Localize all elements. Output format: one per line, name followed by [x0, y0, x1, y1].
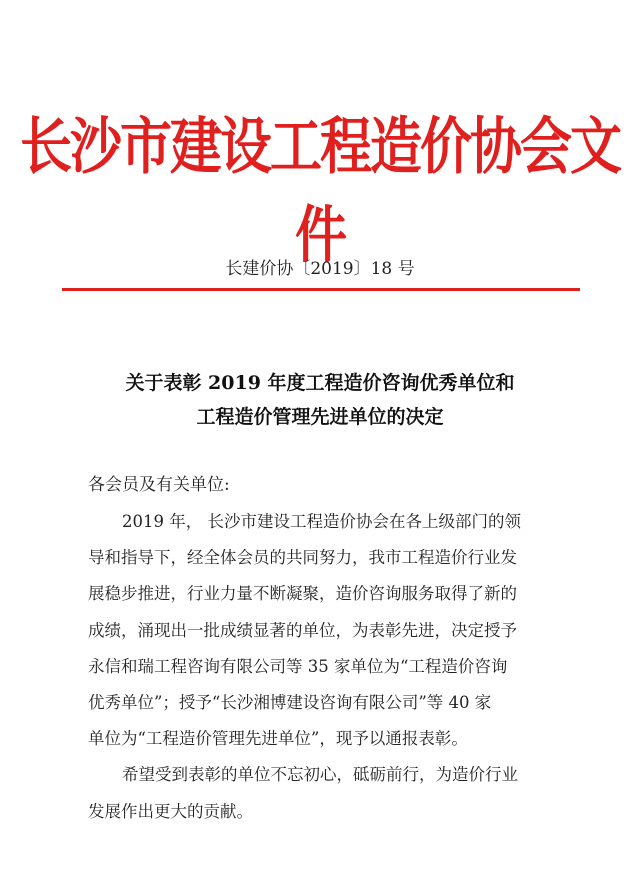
paragraph-line: 永信和瑞工程咨询有限公司等 35 家单位为“工程造价咨询 [88, 656, 508, 676]
paragraph-line: 希望受到表彰的单位不忘初心，砥砺前行，为造价行业 [122, 765, 518, 785]
body-text [88, 504, 548, 830]
document-title [0, 366, 640, 434]
paragraph-line: 2019 年， 长沙市建设工程造价协会在各上级部门的领 [122, 512, 521, 531]
salutation: 各会员及有关单位: [88, 475, 230, 495]
title-line-2: 工程造价管理先进单位的决定 [196, 406, 444, 428]
document-number: 长建价协〔2019〕18 号 [225, 259, 415, 279]
paragraph-line: 优秀单位”；授予“长沙湘博建设咨询有限公司”等 40 家 [88, 693, 492, 713]
paragraph-line: 成绩，涌现出一批成绩显著的单位，为表彰先进，决定授予 [88, 620, 517, 640]
paragraph-line: 展稳步推进，行业力量不断凝聚，造价咨询服务取得了新的 [88, 584, 517, 604]
paragraph-line: 导和指导下，经全体会员的共同努力，我市工程造价行业发 [88, 548, 517, 568]
paragraph-line: 发展作出更大的贡献。 [88, 801, 253, 821]
title-line-1: 关于表彰 2019 年度工程造价咨询优秀单位和 [125, 372, 515, 394]
masthead-title: 长沙市建设工程造价协会文件 [19, 110, 620, 272]
red-divider-line [62, 288, 580, 291]
paragraph-1 [88, 504, 548, 757]
paragraph-2 [88, 757, 548, 829]
paragraph-line: 单位为“工程造价管理先进单位”，现予以通报表彰。 [88, 729, 468, 749]
